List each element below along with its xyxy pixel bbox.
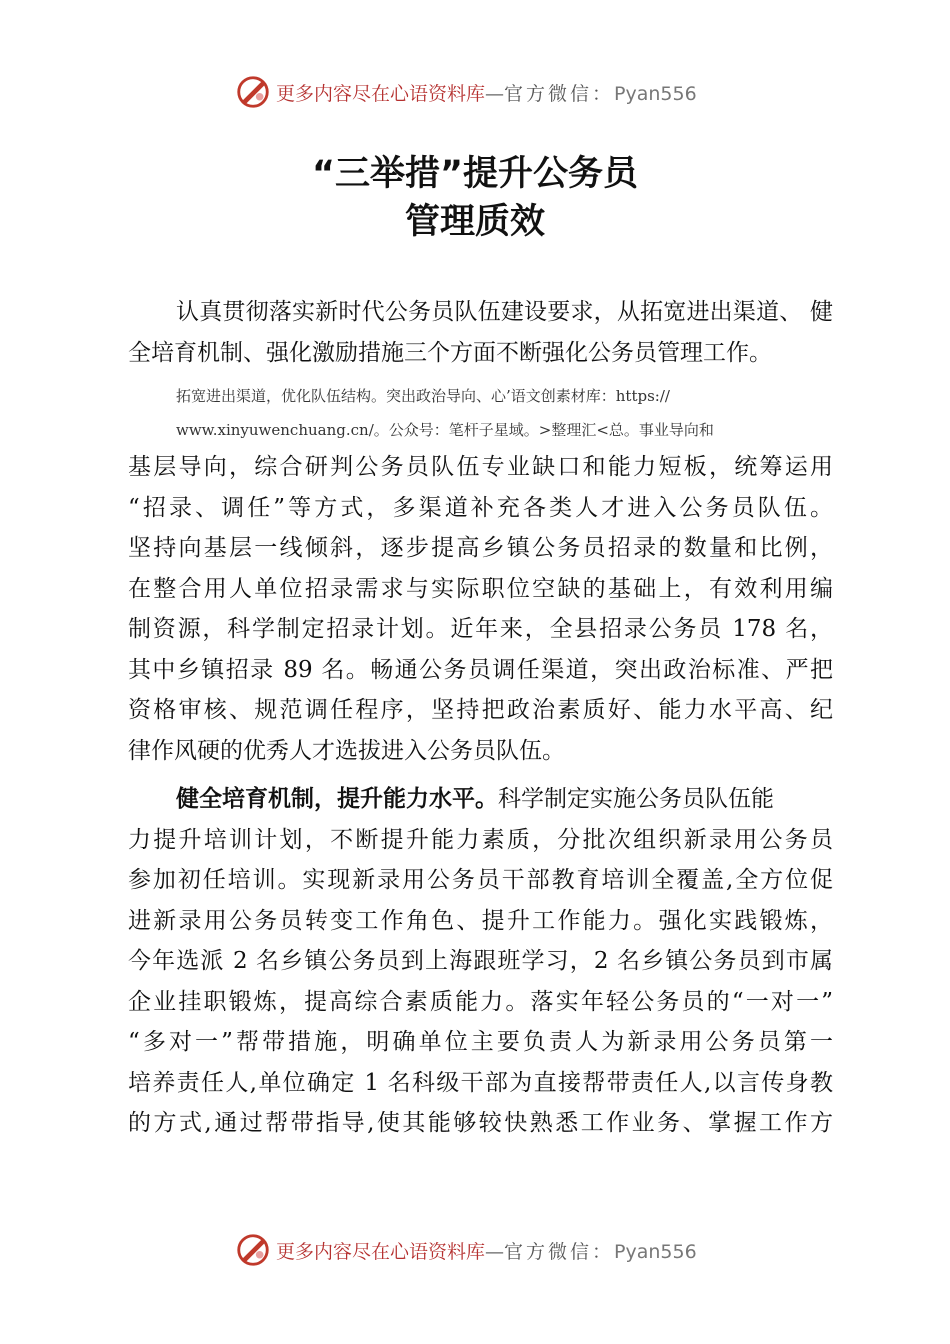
paragraph-line: 今年选派 2 名乡镇公务员到上海跟班学习，2 名乡镇公务员到市属 (128, 948, 833, 974)
paragraph-line: 企业挂职锻炼，提高综合素质能力。落实年轻公务员的“一对一” (128, 988, 833, 1015)
header-banner-text (276, 79, 697, 106)
paragraph-line: 参加初任培训。实现新录用公务员干部教育培训全覆盖,全方位促 (128, 867, 833, 893)
source-note-line-1: 拓宽进出渠道，优化队伍结构。突出政治导向、心’语文创素材库：https:// (176, 387, 670, 405)
section-heading: 健全培育机制，提升能力水平。 (176, 786, 498, 812)
paragraph-line: “招录、调任”等方式，多渠道补充各类人才进入公务员队伍。 (128, 494, 833, 521)
intro-line-1: 认真贯彻落实新时代公务员队伍建设要求，从拓宽进出渠道、 健 (176, 299, 833, 325)
paragraph-line: 基层导向，综合研判公务员队伍专业缺口和能力短板，统筹运用 (128, 454, 833, 480)
brand-logo-icon (234, 1231, 272, 1269)
header-banner (234, 72, 754, 112)
header-prefix: 更多内容尽在心语资料库 (276, 82, 486, 105)
document-body (128, 292, 833, 1144)
paragraph-line: “多对一”帮带措施，明确单位主要负责人为新录用公务员第一 (128, 1029, 833, 1055)
paragraph-line: 在整合用人单位招录需求与实际职位空缺的基础上，有效利用编 (128, 575, 833, 602)
intro-line-2: 全培育机制、强化激励措施三个方面不断强化公务员管理工作。 (128, 339, 772, 366)
paragraph-line: 进新录用公务员转变工作角色、提升工作能力。强化实践锻炼， (128, 907, 833, 934)
section-heading-line (128, 779, 833, 820)
paragraph-line: 培养责任人,单位确定 1 名科级干部为直接帮带责任人,以言传身教 (128, 1069, 833, 1096)
title-line-1: “三举措”提升公务员 (311, 154, 638, 194)
paragraph-line: 的方式,通过帮带指导,使其能够较快熟悉工作业务、掌握工作方 (128, 1110, 833, 1136)
header-label: 官方微信： (504, 82, 615, 105)
paragraph-line: 坚持向基层一线倾斜，逐步提高乡镇公务员招录的数量和比例， (128, 535, 833, 561)
paragraph-line: 其中乡镇招录 89 名。畅通公务员调任渠道，突出政治标准、严把 (128, 656, 833, 683)
footer-dash: — (485, 1240, 505, 1263)
brand-logo-icon (234, 73, 272, 111)
section-heading-continuation: 科学制定实施公务员队伍能 (498, 786, 774, 812)
footer-label: 官方微信： (504, 1240, 615, 1263)
paragraph-line: 制资源，科学制定招录计划。近年来，全县招录公务员 178 名， (128, 616, 833, 642)
source-note-line-2: www.xinyuwenchuang.cn/。公众号：笔杆子星域。>整理汇<总。事业导向和 (176, 421, 714, 439)
footer-banner (234, 1230, 754, 1270)
paragraph-line: 资格审核、规范调任程序，坚持把政治素质好、能力水平高、纪 (128, 697, 833, 723)
footer-prefix: 更多内容尽在心语资料库 (276, 1240, 486, 1263)
document-title (0, 150, 950, 246)
header-wechat-id: Pyan556 (614, 82, 697, 105)
paragraph-line: 律作风硬的优秀人才选拔进入公务员队伍。 (128, 737, 565, 764)
title-line-2: 管理质效 (404, 202, 545, 242)
paragraph-line: 力提升培训计划，不断提升能力素质，分批次组织新录用公务员 (128, 826, 833, 853)
footer-wechat-id: Pyan556 (614, 1240, 697, 1263)
footer-banner-text (276, 1237, 697, 1264)
header-dash: — (485, 82, 505, 105)
